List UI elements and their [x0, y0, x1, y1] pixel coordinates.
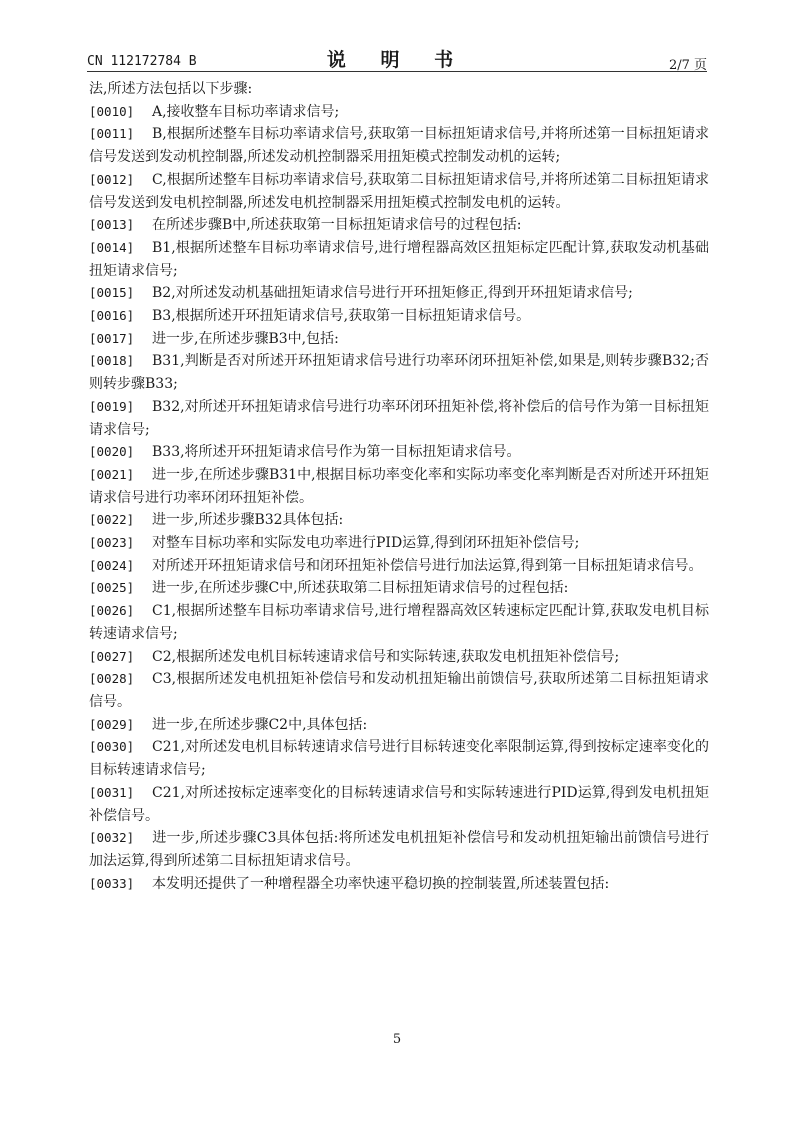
paragraph-text: 进一步,所述步骤C3具体包括:将所述发电机扭矩补偿信号和发动机扭矩输出前馈信号进行加法运算,得到所述第二目标扭矩请求信号。	[89, 830, 709, 869]
lead-in-text: 法,所述方法包括以下步骤:	[89, 81, 253, 97]
paragraph-number: [0017]	[89, 330, 135, 346]
paragraph	[89, 714, 709, 737]
paragraph-number: [0011]	[89, 126, 135, 142]
document-title: 说 明 书	[326, 49, 468, 71]
paragraph-number: [0014]	[89, 239, 135, 255]
paragraph-number: [0029]	[89, 716, 135, 732]
paragraph-number: [0030]	[89, 739, 135, 755]
paragraph-number: [0019]	[89, 398, 135, 414]
paragraph	[89, 350, 709, 395]
paragraph-text: B,根据所述整车目标功率请求信号,获取第一目标扭矩请求信号,并将所述第一目标扭矩请求信号发送到发动机控制器,所述发动机控制器采用扭矩模式控制发动机的运转;	[89, 126, 709, 166]
paragraph-number: [0021]	[89, 466, 135, 482]
paragraph-text: 进一步,在所述步骤C2中,具体包括:	[152, 716, 368, 733]
paragraph	[89, 123, 709, 168]
paragraph	[89, 328, 709, 351]
paragraph	[89, 646, 709, 669]
paragraph-text: B3,根据所述开环扭矩请求信号,获取第一目标扭矩请求信号。	[152, 308, 531, 325]
paragraph-text: 对整车目标功率和实际发电功率进行PID运算,得到闭环扭矩补偿信号;	[152, 535, 580, 552]
paragraph	[89, 782, 709, 827]
paragraph-text: A,接收整车目标功率请求信号;	[152, 103, 340, 120]
paragraph	[89, 668, 709, 713]
paragraph-number: [0025]	[89, 580, 135, 596]
document-body	[89, 78, 709, 895]
paragraph	[89, 214, 709, 237]
paragraph	[89, 873, 709, 896]
paragraph	[89, 509, 709, 532]
paragraph-text: B31,判断是否对所述开环扭矩请求信号进行功率环闭环扭矩补偿,如果是,则转步骤B32;否则转步骤B33;	[89, 353, 709, 393]
paragraph-text: C,根据所述整车目标功率请求信号,获取第二目标扭矩请求信号,并将所述第二目标扭矩请求信号发送到发电机控制器,所述发电机控制器采用扭矩模式控制发电机的运转。	[89, 171, 709, 211]
paragraph	[89, 555, 709, 578]
paragraph-number: [0018]	[89, 353, 135, 369]
paragraph-text: B32,对所述开环扭矩请求信号进行功率环闭环扭矩补偿,将补偿后的信号作为第一目标扭矩请求信号;	[89, 398, 709, 438]
page-number: 5	[392, 1032, 402, 1047]
paragraph	[89, 101, 709, 124]
paragraph-number: [0032]	[89, 830, 135, 846]
paragraph	[89, 282, 709, 305]
patent-number: CN 112172784 B	[87, 54, 197, 69]
paragraph-text: 在所述步骤B中,所述获取第一目标扭矩请求信号的过程包括:	[152, 217, 522, 234]
paragraph	[89, 305, 709, 328]
paragraph-number: [0010]	[89, 103, 135, 119]
paragraph-number: [0015]	[89, 285, 135, 301]
paragraph-number: [0022]	[89, 512, 135, 528]
paragraph-number: [0012]	[89, 171, 135, 187]
paragraph-number: [0024]	[89, 557, 135, 573]
paragraph-text: C1,根据所述整车目标功率请求信号,进行增程器高效区转速标定匹配计算,获取发电机目标转速请求信号;	[89, 603, 709, 642]
paragraph	[89, 600, 709, 645]
paragraph-text: B2,对所述发动机基础扭矩请求信号进行开环扭矩修正,得到开环扭矩请求信号;	[152, 285, 633, 302]
paragraph-number: [0026]	[89, 603, 135, 619]
paragraph-text: 进一步,在所述步骤C中,所述获取第二目标扭矩请求信号的过程包括:	[152, 580, 569, 597]
paragraph	[89, 237, 709, 282]
paragraph	[89, 532, 709, 555]
paragraph-number: [0027]	[89, 648, 135, 664]
paragraph-number: [0023]	[89, 535, 135, 551]
paragraph	[89, 736, 709, 781]
paragraph-text: B1,根据所述整车目标功率请求信号,进行增程器高效区扭矩标定匹配计算,获取发动机基础扭矩请求信号;	[89, 239, 709, 279]
paragraph-number: [0016]	[89, 308, 135, 324]
paragraph	[89, 827, 709, 872]
paragraph-text: C21,对所述发电机目标转速请求信号进行目标转速变化率限制运算,得到按标定速率变化的目标转速请求信号;	[89, 739, 709, 779]
paragraph-number: [0028]	[89, 671, 135, 687]
paragraph	[89, 441, 709, 464]
paragraph-number: [0013]	[89, 217, 135, 233]
paragraph	[89, 169, 709, 214]
paragraph-number: [0020]	[89, 444, 135, 460]
paragraph	[89, 577, 709, 600]
paragraph-text: 对所述开环扭矩请求信号和闭环扭矩补偿信号进行加法运算,得到第一目标扭矩请求信号。	[152, 557, 703, 574]
paragraph-text: 进一步,所述步骤B32具体包括:	[152, 512, 344, 529]
paragraph-text: C3,根据所述发电机扭矩补偿信号和发动机扭矩输出前馈信号,获取所述第二目标扭矩请求信号。	[89, 671, 709, 710]
paragraph-text: 本发明还提供了一种增程器全功率快速平稳切换的控制装置,所述装置包括:	[152, 875, 610, 892]
paragraph-text: 进一步,在所述步骤B31中,根据目标功率变化率和实际功率变化率判断是否对所述开环扭矩请求信号进行功率环闭环扭矩补偿。	[89, 466, 709, 506]
header-rule	[87, 71, 707, 72]
paragraph-number: [0033]	[89, 875, 135, 891]
paragraph-text: B33,将所述开环扭矩请求信号作为第一目标扭矩请求信号。	[152, 444, 521, 461]
paragraph	[89, 464, 709, 509]
paragraph-text: 进一步,在所述步骤B3中,包括:	[152, 330, 339, 347]
page-header	[87, 44, 707, 73]
paragraph-text: C21,对所述按标定速率变化的目标转速请求信号和实际转速进行PID运算,得到发电机扭矩补偿信号。	[89, 784, 709, 824]
paragraph-list	[89, 101, 709, 896]
paragraph-number: [0031]	[89, 784, 135, 800]
paragraph-text: C2,根据所述发电机目标转速请求信号和实际转速,获取发电机扭矩补偿信号;	[152, 648, 620, 665]
page-info: 2/7 页	[668, 58, 707, 73]
paragraph	[89, 396, 709, 441]
